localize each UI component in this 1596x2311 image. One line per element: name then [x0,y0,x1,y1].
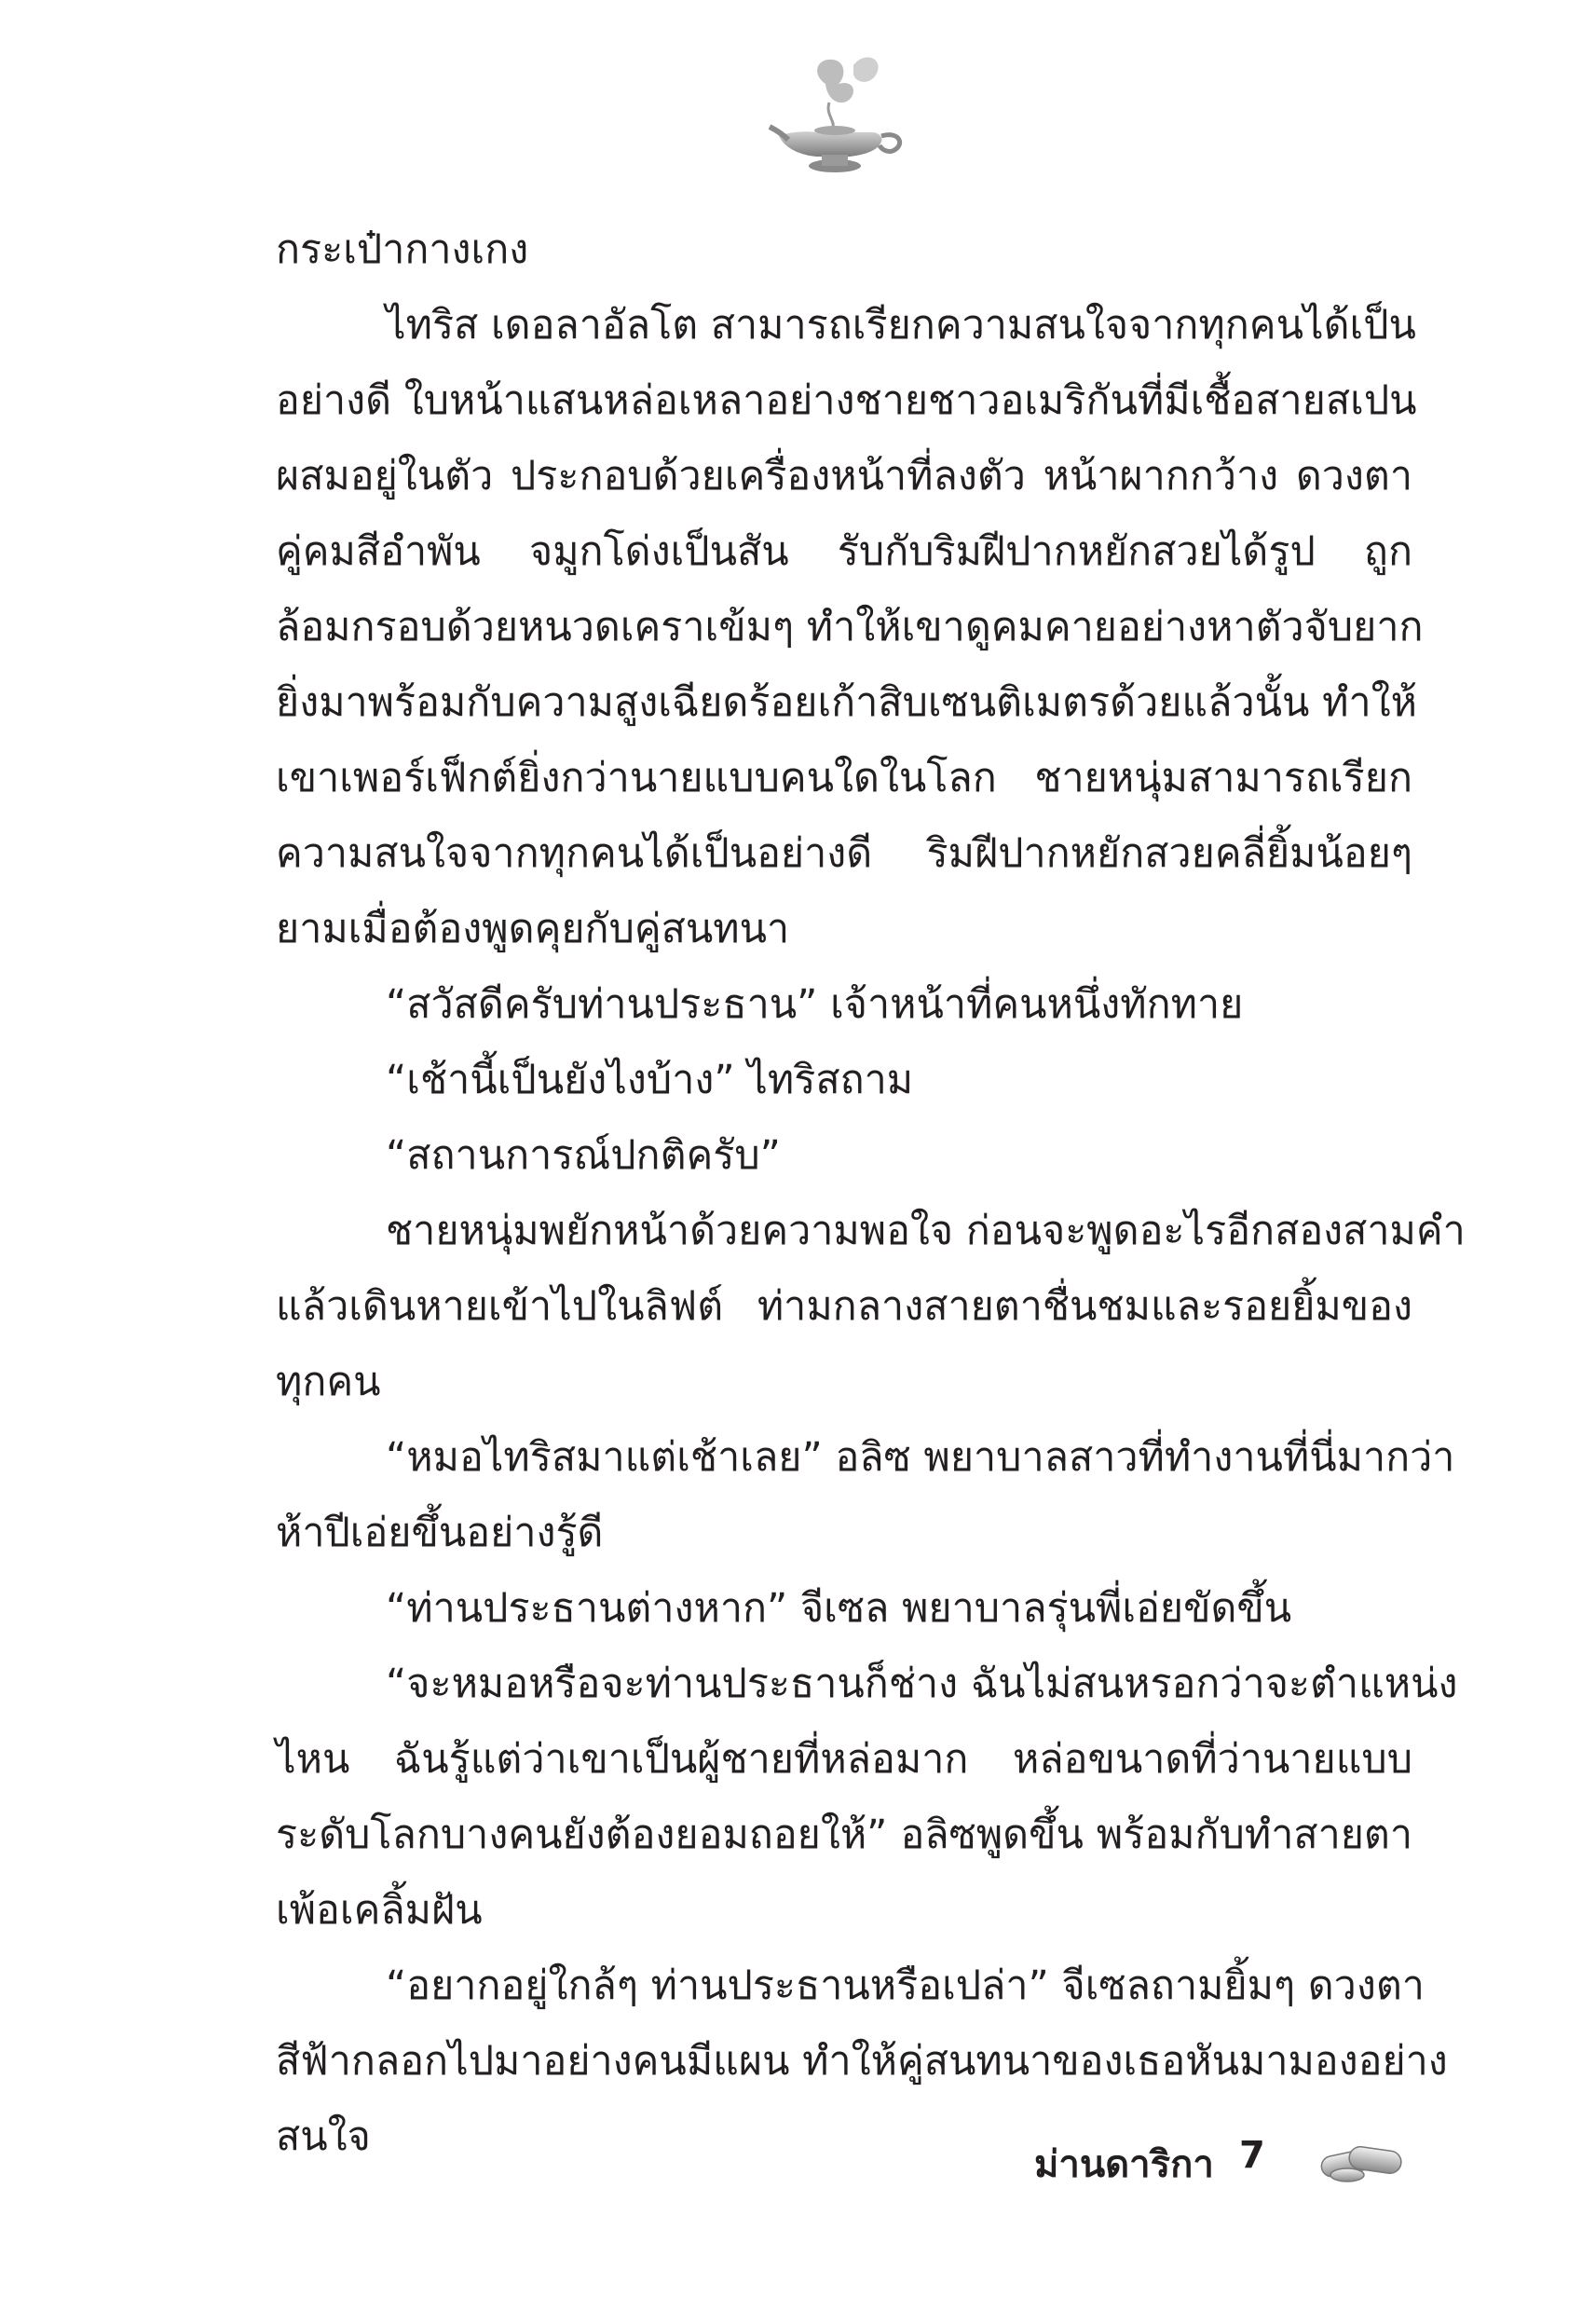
text-line: “เช้านี้เป็นยังไงบ้าง” ไทริสถาม [386,1057,914,1103]
text-line: “สวัสดีครับท่านประธาน” เจ้าหน้าที่คนหนึ่งทักทาย [386,981,1244,1028]
text-line: “หมอไทริสมาแต่เช้าเลย” อลิซ พยาบาลสาวที่ทำงานที่นี่มากว่า [386,1434,1455,1481]
text-line: “จะหมอหรือจะท่านประธานก็ช่าง ฉันไม่สนหรอกว่าจะตำแหน่ง [386,1661,1458,1707]
text-line: อย่างดี ใบหน้าแสนหล่อเหลาอย่างชายชาวอเมริกันที่มีเชื้อสายสเปน [276,377,1417,424]
text-line: ชายหนุ่มพยักหน้าด้วยความพอใจ ก่อนจะพูดอะไรอีกสองสามคำ [386,1208,1466,1254]
page-footer [1016,2125,1537,2199]
text-line: สีฟ้ากลอกไปมาอย่างคนมีแผน ทำให้คู่สนทนาของเธอหันมามองอย่าง [276,2038,1448,2085]
text-line: “อยากอยู่ใกล้ๆ ท่านประธานหรือเปล่า” จีเซลถามยิ้มๆ ดวงตา [386,1962,1425,2009]
body-text [276,212,1466,2175]
text-line: ห้าปีเอ่ยขึ้นอย่างรู้ดี [276,1510,604,1556]
text-line: ทุกคน [276,1359,381,1405]
text-line: ยามเมื่อต้องพูดคุยกับคู่สนทนา [276,906,790,952]
text-line: “สถานการณ์ปกติครับ” [386,1132,781,1179]
text-line: ความสนใจจากทุกคนได้เป็นอย่างดี ริมฝีปากหยักสวยคลี่ยิ้มน้อยๆ [276,830,1412,877]
text-line: แล้วเดินหายเข้าไปในลิฟต์ ท่ามกลางสายตาชื่นชมและรอยยิ้มของ [276,1283,1412,1330]
text-line: ยิ่งมาพร้อมกับความสูงเฉียดร้อยเก้าสิบเซนติเมตรด้วยแล้วนั้น ทำให้ [276,679,1417,726]
text-line: ไหน ฉันรู้แต่ว่าเขาเป็นผู้ชายที่หล่อมาก หล่อขนาดที่ว่านายแบบ [276,1736,1412,1783]
pills-icon [1314,2128,1407,2188]
text-line: ผสมอยู่ในตัว ประกอบด้วยเครื่องหน้าที่ลงตัว หน้าผากกว้าง ดวงตา [276,453,1412,499]
text-line: เขาเพอร์เฟ็กต์ยิ่งกว่านายแบบคนใดในโลก ชายหนุ่มสามารถเรียก [276,755,1412,801]
text-line: ไทริส เดอลาอัลโต สามารถเรียกความสนใจจากทุกคนได้เป็น [386,302,1416,349]
text-line: กระเป๋ากางเกง [276,226,529,273]
genie-lamp-icon [760,47,909,186]
text-line: คู่คมสีอำพัน จมูกโด่งเป็นสัน รับกับริมฝีปากหยักสวยได้รูป ถูก [276,528,1412,575]
text-line: ล้อมกรอบด้วยหนวดเคราเข้มๆ ทำให้เขาดูคมคายอย่างหาตัวจับยาก [276,604,1424,650]
page-number: 7 [1239,2134,1265,2177]
text-line: “ท่านประธานต่างหาก” จีเซล พยาบาลรุ่นพี่เอ่ยขัดขึ้น [386,1585,1292,1632]
text-line: สนใจ [276,2113,371,2160]
text-line: ระดับโลกบางคนยังต้องยอมถอยให้” อลิซพูดขึ้น พร้อมกับทำสายตา [276,1812,1412,1858]
text-line: เพ้อเคลิ้มฝัน [276,1887,483,1934]
book-title: ม่านดาริกา [1034,2143,1214,2186]
